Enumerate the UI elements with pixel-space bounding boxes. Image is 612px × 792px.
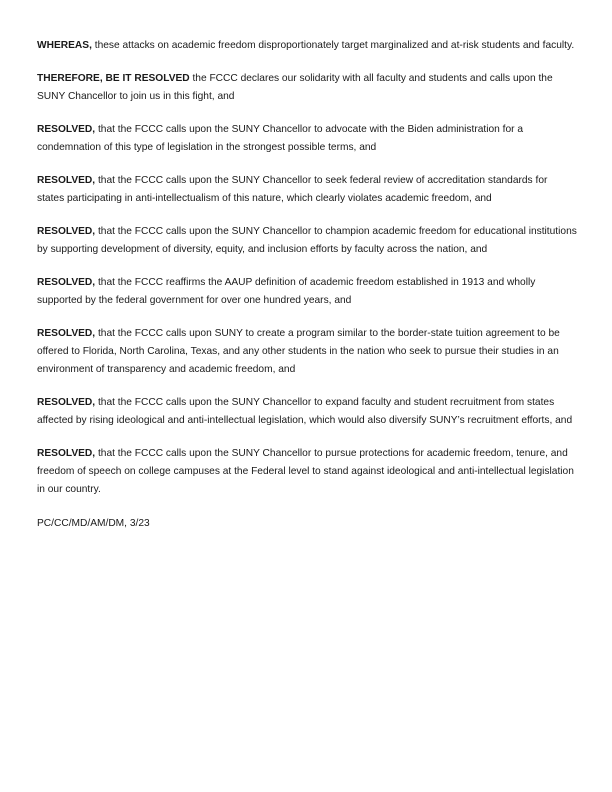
- resolved-paragraph: [37, 121, 577, 157]
- paragraph-lead: RESOLVED,: [37, 226, 96, 237]
- paragraph-lead: RESOLVED,: [37, 124, 96, 135]
- resolved-paragraph: [37, 394, 577, 430]
- paragraph-text: that the FCCC calls upon the SUNY Chancellor to advocate with the Biden administration for a condemnation of this type of legislation in the strongest possible terms, and: [37, 124, 524, 153]
- paragraph-text: that the FCCC calls upon the SUNY Chancellor to expand faculty and student recruitment from states affected by rising ideological and anti-intellectual legislation, which would also diversify SUNY’s recruitment efforts, and: [37, 397, 573, 426]
- paragraph-text: that the FCCC reaffirms the AAUP definition of academic freedom established in 1913 and wholly supported by the federal government for over one hundred years, and: [37, 277, 536, 306]
- resolved-paragraph: [37, 172, 577, 208]
- paragraph-lead: THEREFORE, BE IT RESOLVED: [37, 73, 190, 84]
- whereas-paragraph: [37, 37, 577, 55]
- document-page: [37, 37, 577, 548]
- author-initials-date: PC/CC/MD/AM/DM, 3/23: [37, 518, 150, 529]
- paragraph-text: these attacks on academic freedom disproportionately target marginalized and at-risk students and faculty.: [91, 40, 575, 51]
- resolved-paragraph: [37, 445, 577, 499]
- paragraph-text: that the FCCC calls upon the SUNY Chancellor to seek federal review of accreditation standards for states participating in anti-intellectualism of this nature, which clearly violates academic freedom, and: [37, 175, 548, 204]
- paragraph-text: the FCCC declares our solidarity with all faculty and students and calls upon the SUNY Chancellor to join us in this fight, and: [37, 73, 553, 102]
- therefore-resolved-paragraph: [37, 70, 577, 106]
- paragraph-text: that the FCCC calls upon SUNY to create a program similar to the border-state tuition agreement to be offered to Florida, North Carolina, Texas, and any other students in the nation who seek to pursue their studies in an environment of transparency and academic freedom, and: [37, 328, 560, 375]
- paragraph-text: that the FCCC calls upon the SUNY Chancellor to champion academic freedom for educational institutions by supporting development of diversity, equity, and inclusion efforts by faculty across the nation, and: [37, 226, 577, 255]
- resolved-paragraph: [37, 325, 577, 379]
- resolved-paragraph: [37, 223, 577, 259]
- paragraph-lead: RESOLVED,: [37, 448, 96, 459]
- paragraph-lead: RESOLVED,: [37, 397, 96, 408]
- paragraph-text: that the FCCC calls upon the SUNY Chancellor to pursue protections for academic freedom, tenure, and freedom of speech on college campuses at the Federal level to stand against ideological and anti-intellectual legislation in our country.: [37, 448, 574, 495]
- resolved-paragraph: [37, 274, 577, 310]
- paragraph-lead: WHEREAS,: [37, 40, 92, 51]
- paragraph-lead: RESOLVED,: [37, 175, 96, 186]
- paragraph-lead: RESOLVED,: [37, 328, 96, 339]
- paragraph-lead: RESOLVED,: [37, 277, 96, 288]
